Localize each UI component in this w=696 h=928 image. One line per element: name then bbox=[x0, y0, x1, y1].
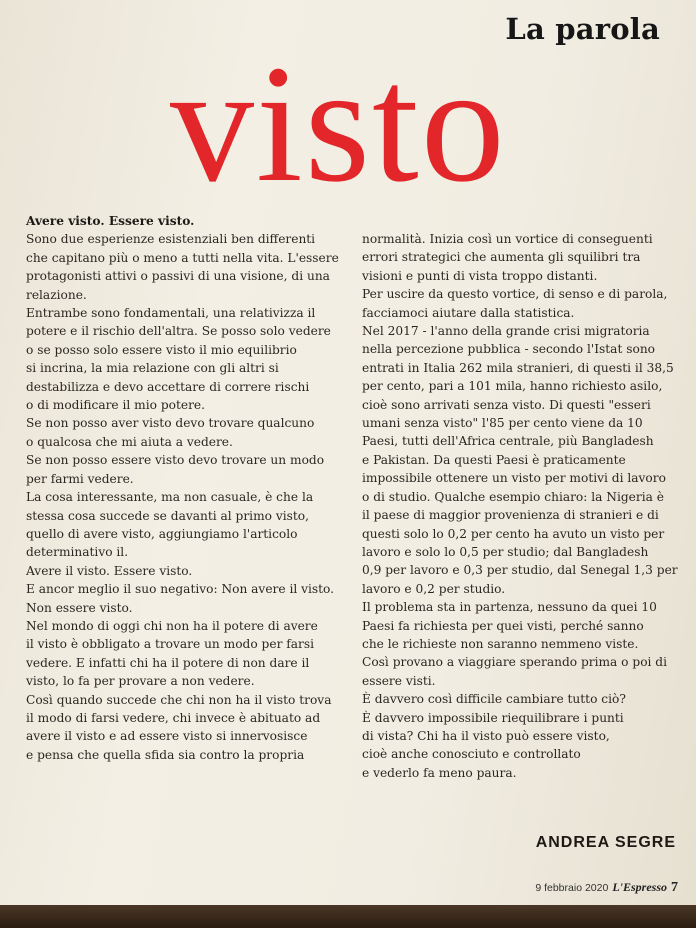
text-line: il visto è obbligato a trovare un modo per farsi bbox=[26, 637, 315, 652]
text-line: cioè anche conosciuto e controllato bbox=[362, 747, 581, 762]
text-line: e vederlo fa meno paura. bbox=[362, 765, 517, 780]
text-line: si incrina, la mia relazione con gli altri si bbox=[26, 361, 279, 376]
text-line: avere il visto e ad essere visto si innervosisce bbox=[26, 729, 308, 744]
text-line: normalità. Inizia così un vortice di conseguenti bbox=[362, 232, 653, 246]
text-line: questi solo lo 0,2 per cento ha avuto un visto per bbox=[362, 526, 665, 541]
text-line: lavoro e 0,2 per studio. bbox=[362, 581, 506, 596]
page-footer bbox=[535, 880, 678, 896]
text-line: e Pakistan. Da questi Paesi è praticamente bbox=[362, 452, 626, 467]
page-number: 7 bbox=[671, 880, 678, 895]
text-line: stessa cosa succede se davanti al primo visto, bbox=[26, 508, 309, 523]
text-line: che capitano più o meno a tutti nella vita. L'essere bbox=[26, 250, 339, 265]
section-title: La parola bbox=[505, 12, 660, 46]
text-line: nella percezione pubblica - secondo l'Istat sono bbox=[362, 342, 655, 357]
text-line: destabilizza e devo accettare di correre rischi bbox=[26, 379, 310, 394]
text-line: La cosa interessante, ma non casuale, è che la bbox=[26, 490, 314, 505]
text-line: essere visti. bbox=[362, 673, 436, 688]
text-line: visto, lo fa per provare a non vedere. bbox=[26, 674, 255, 689]
text-line: il modo di farsi vedere, chi invece è abituato ad bbox=[26, 710, 321, 725]
author-signature: ANDREA SEGRE bbox=[535, 834, 676, 851]
text-line: Così quando succede che chi non ha il visto trova bbox=[26, 692, 332, 707]
lead-line: Avere visto. Essere visto. bbox=[26, 214, 195, 228]
text-line: potere e il rischio dell'altra. Se posso solo vedere bbox=[26, 324, 331, 339]
text-line: facciamoci aiutare dalla statistica. bbox=[362, 305, 575, 320]
text-line: impossibile ottenere un visto per motivi di lavoro bbox=[362, 471, 666, 486]
text-line: di vista? Chi ha il visto può essere visto, bbox=[362, 728, 610, 743]
text-line: Nel mondo di oggi chi non ha il potere di avere bbox=[26, 618, 318, 633]
text-line: È davvero impossibile riequilibrare i punti bbox=[362, 710, 624, 725]
text-line: E ancor meglio il suo negativo: Non avere il visto. bbox=[26, 582, 335, 597]
background-surface bbox=[0, 905, 696, 928]
text-line: e pensa che quella sfida sia contro la propria bbox=[26, 747, 305, 762]
magazine-name: L'Espresso bbox=[612, 880, 667, 894]
text-line: o di modificare il mio potere. bbox=[26, 398, 206, 413]
text-line: visioni e punti di vista troppo distanti. bbox=[362, 268, 598, 283]
text-line: o se posso solo essere visto il mio equilibrio bbox=[26, 342, 297, 357]
text-line: protagonisti attivi o passivi di una visione, di una bbox=[26, 269, 330, 284]
text-line: Paesi fa richiesta per quei visti, perché sanno bbox=[362, 618, 644, 633]
text-line: umani senza visto" l'85 per cento viene da 10 bbox=[362, 416, 643, 431]
headline-word: visto bbox=[170, 31, 507, 217]
text-line: Per uscire da questo vortice, di senso e di parola, bbox=[362, 287, 668, 302]
text-line: errori strategici che aumenta gli squilibri tra bbox=[362, 250, 641, 265]
text-line: relazione. bbox=[26, 287, 87, 302]
text-line: il paese di maggior provenienza di stranieri e di bbox=[362, 508, 659, 523]
text-line: 0,9 per lavoro e 0,3 per studio, dal Senegal 1,3 per bbox=[362, 563, 678, 578]
left-column bbox=[26, 212, 348, 764]
right-column bbox=[362, 230, 680, 782]
text-line: Se non posso essere visto devo trovare un modo bbox=[26, 453, 325, 468]
text-line: Non essere visto. bbox=[26, 600, 133, 615]
text-line: cioè sono arrivati senza visto. Di questi "esseri bbox=[362, 397, 651, 412]
issue-date: 9 febbraio 2020 bbox=[535, 882, 609, 894]
text-line: Il problema sta in partenza, nessuno da quei 10 bbox=[362, 600, 657, 615]
text-line: Così provano a viaggiare sperando prima o poi di bbox=[362, 655, 668, 670]
text-line: Paesi, tutti dell'Africa centrale, più Bangladesh bbox=[362, 434, 654, 449]
text-line: o di studio. Qualche esempio chiaro: la Nigeria è bbox=[362, 489, 664, 504]
text-line: Sono due esperienze esistenziali ben differenti bbox=[26, 232, 316, 247]
text-line: È davvero così difficile cambiare tutto ciò? bbox=[362, 692, 626, 707]
text-line: vedere. E infatti chi ha il potere di non dare il bbox=[26, 655, 310, 670]
text-line: Avere il visto. Essere visto. bbox=[26, 563, 193, 578]
text-line: Se non posso aver visto devo trovare qualcuno bbox=[26, 416, 315, 431]
text-line: per cento, pari a 101 mila, hanno richiesto asilo, bbox=[362, 379, 663, 394]
text-line: quello di avere visto, aggiungiamo l'articolo bbox=[26, 526, 298, 541]
text-line: che le richieste non saranno nemmeno viste. bbox=[362, 636, 639, 651]
text-line: Nel 2017 - l'anno della grande crisi migratoria bbox=[362, 324, 650, 339]
text-line: per farmi vedere. bbox=[26, 471, 134, 486]
text-line: Entrambe sono fondamentali, una relativizza il bbox=[26, 306, 316, 321]
text-line: determinativo il. bbox=[26, 545, 129, 560]
text-line: lavoro e solo lo 0,5 per studio; dal Bangladesh bbox=[362, 544, 649, 559]
text-line: entrati in Italia 262 mila stranieri, di questi il 38,5 bbox=[362, 360, 674, 375]
text-line: o qualcosa che mi aiuta a vedere. bbox=[26, 434, 233, 449]
